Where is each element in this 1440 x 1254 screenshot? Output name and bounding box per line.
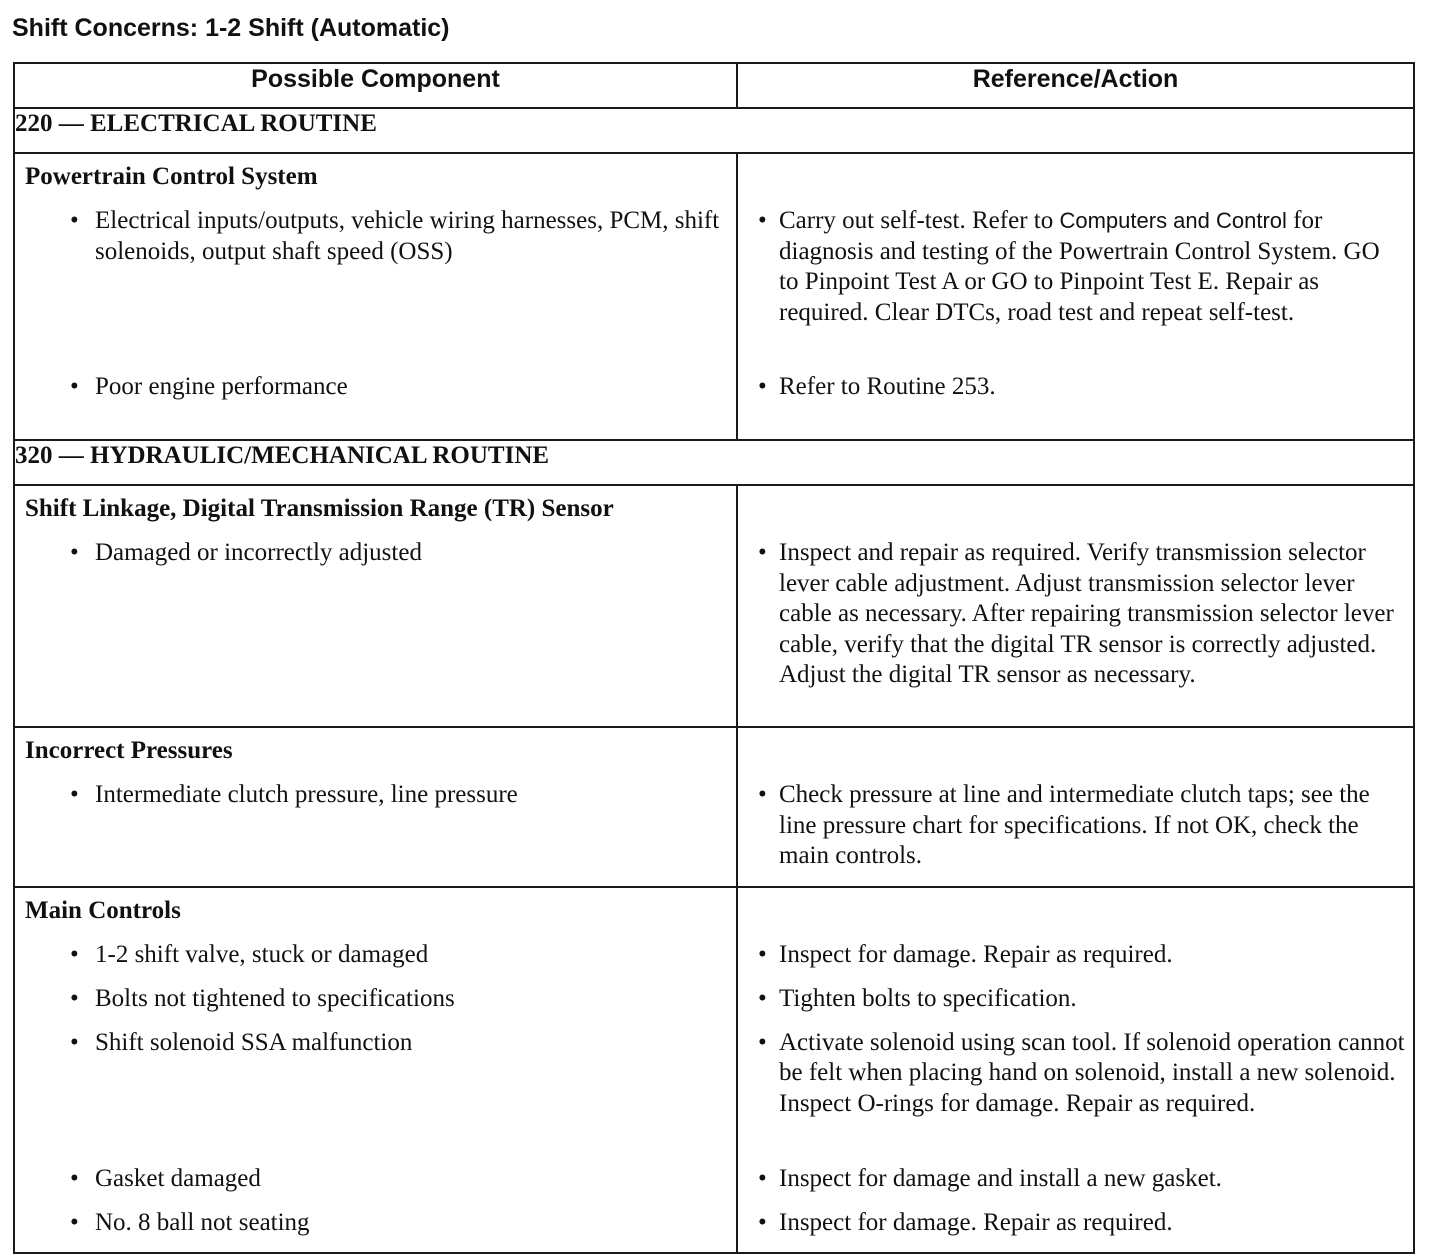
component-item: • No. 8 ball not seating xyxy=(25,1208,728,1238)
component-item: • Poor engine performance xyxy=(25,372,728,403)
component-item: • Shift solenoid SSA malfunction xyxy=(25,1028,728,1150)
table-row xyxy=(14,485,1414,727)
component-cell xyxy=(14,887,737,1253)
action-cell xyxy=(737,727,1414,887)
action-item: • Inspect for damage. Repair as required. xyxy=(748,1208,1405,1238)
section-row-hydraulic xyxy=(14,440,1414,485)
component-item: • Gasket damaged xyxy=(25,1164,728,1194)
shift-concerns-table xyxy=(13,62,1415,1254)
action-item: • Refer to Routine 253. xyxy=(748,372,1405,403)
group-heading: Powertrain Control System xyxy=(25,163,318,190)
group-heading: Incorrect Pressures xyxy=(25,737,233,764)
action-cell xyxy=(737,485,1414,727)
column-header-component: Possible Component xyxy=(14,63,737,108)
group-heading: Main Controls xyxy=(25,896,181,924)
component-cell xyxy=(14,153,737,440)
action-item: • Check pressure at line and intermediate clutch taps; see the line pressure chart for specifications. If not OK, check the main controls. xyxy=(748,780,1405,872)
component-item: • Damaged or incorrectly adjusted xyxy=(25,538,728,569)
action-cell xyxy=(737,887,1414,1253)
page-title: Shift Concerns: 1-2 Shift (Automatic) xyxy=(12,14,450,42)
component-item: • Bolts not tightened to specifications xyxy=(25,984,728,1014)
section-heading: 220 — ELECTRICAL ROUTINE xyxy=(14,108,1414,153)
action-item: • Activate solenoid using scan tool. If solenoid operation cannot be felt when placing hand on solenoid, install a new solenoid. Inspect O-rings for damage. Repair as required. xyxy=(748,1028,1405,1150)
column-header-action: Reference/Action xyxy=(737,63,1414,108)
reference-link[interactable]: Computers and Control xyxy=(1059,208,1287,233)
action-cell xyxy=(737,153,1414,440)
component-cell xyxy=(14,485,737,727)
action-item: • Inspect and repair as required. Verify transmission selector lever cable adjustment. Adjust transmission selector lever cable as necessary. After repairing transmission selector lever cable, verify that the digital TR sensor is correctly adjusted. Adjust the digital TR sensor as necessary. xyxy=(748,538,1405,691)
action-item: • Tighten bolts to specification. xyxy=(748,984,1405,1014)
action-item: • Inspect for damage and install a new gasket. xyxy=(748,1164,1405,1194)
table-header-row xyxy=(14,63,1414,108)
action-item: • Carry out self-test. Refer to Computers and Control for diagnosis and testing of the Powertrain Control System. GO to Pinpoint Test A or GO to Pinpoint Test E. Repair as required. Clear DTCs, road test and repeat self-test. xyxy=(748,206,1405,358)
table-row xyxy=(14,153,1414,440)
component-item: • 1-2 shift valve, stuck or damaged xyxy=(25,940,728,970)
group-heading: Shift Linkage, Digital Transmission Range (TR) Sensor xyxy=(25,495,614,522)
table-row xyxy=(14,727,1414,887)
component-item: • Intermediate clutch pressure, line pressure xyxy=(25,780,728,811)
action-item: • Inspect for damage. Repair as required. xyxy=(748,940,1405,970)
section-heading: 320 — HYDRAULIC/MECHANICAL ROUTINE xyxy=(14,440,1414,485)
component-item: • Electrical inputs/outputs, vehicle wiring harnesses, PCM, shift solenoids, output shaft speed (OSS) xyxy=(25,206,728,358)
component-cell xyxy=(14,727,737,887)
table-row xyxy=(14,887,1414,1253)
section-row-electrical xyxy=(14,108,1414,153)
